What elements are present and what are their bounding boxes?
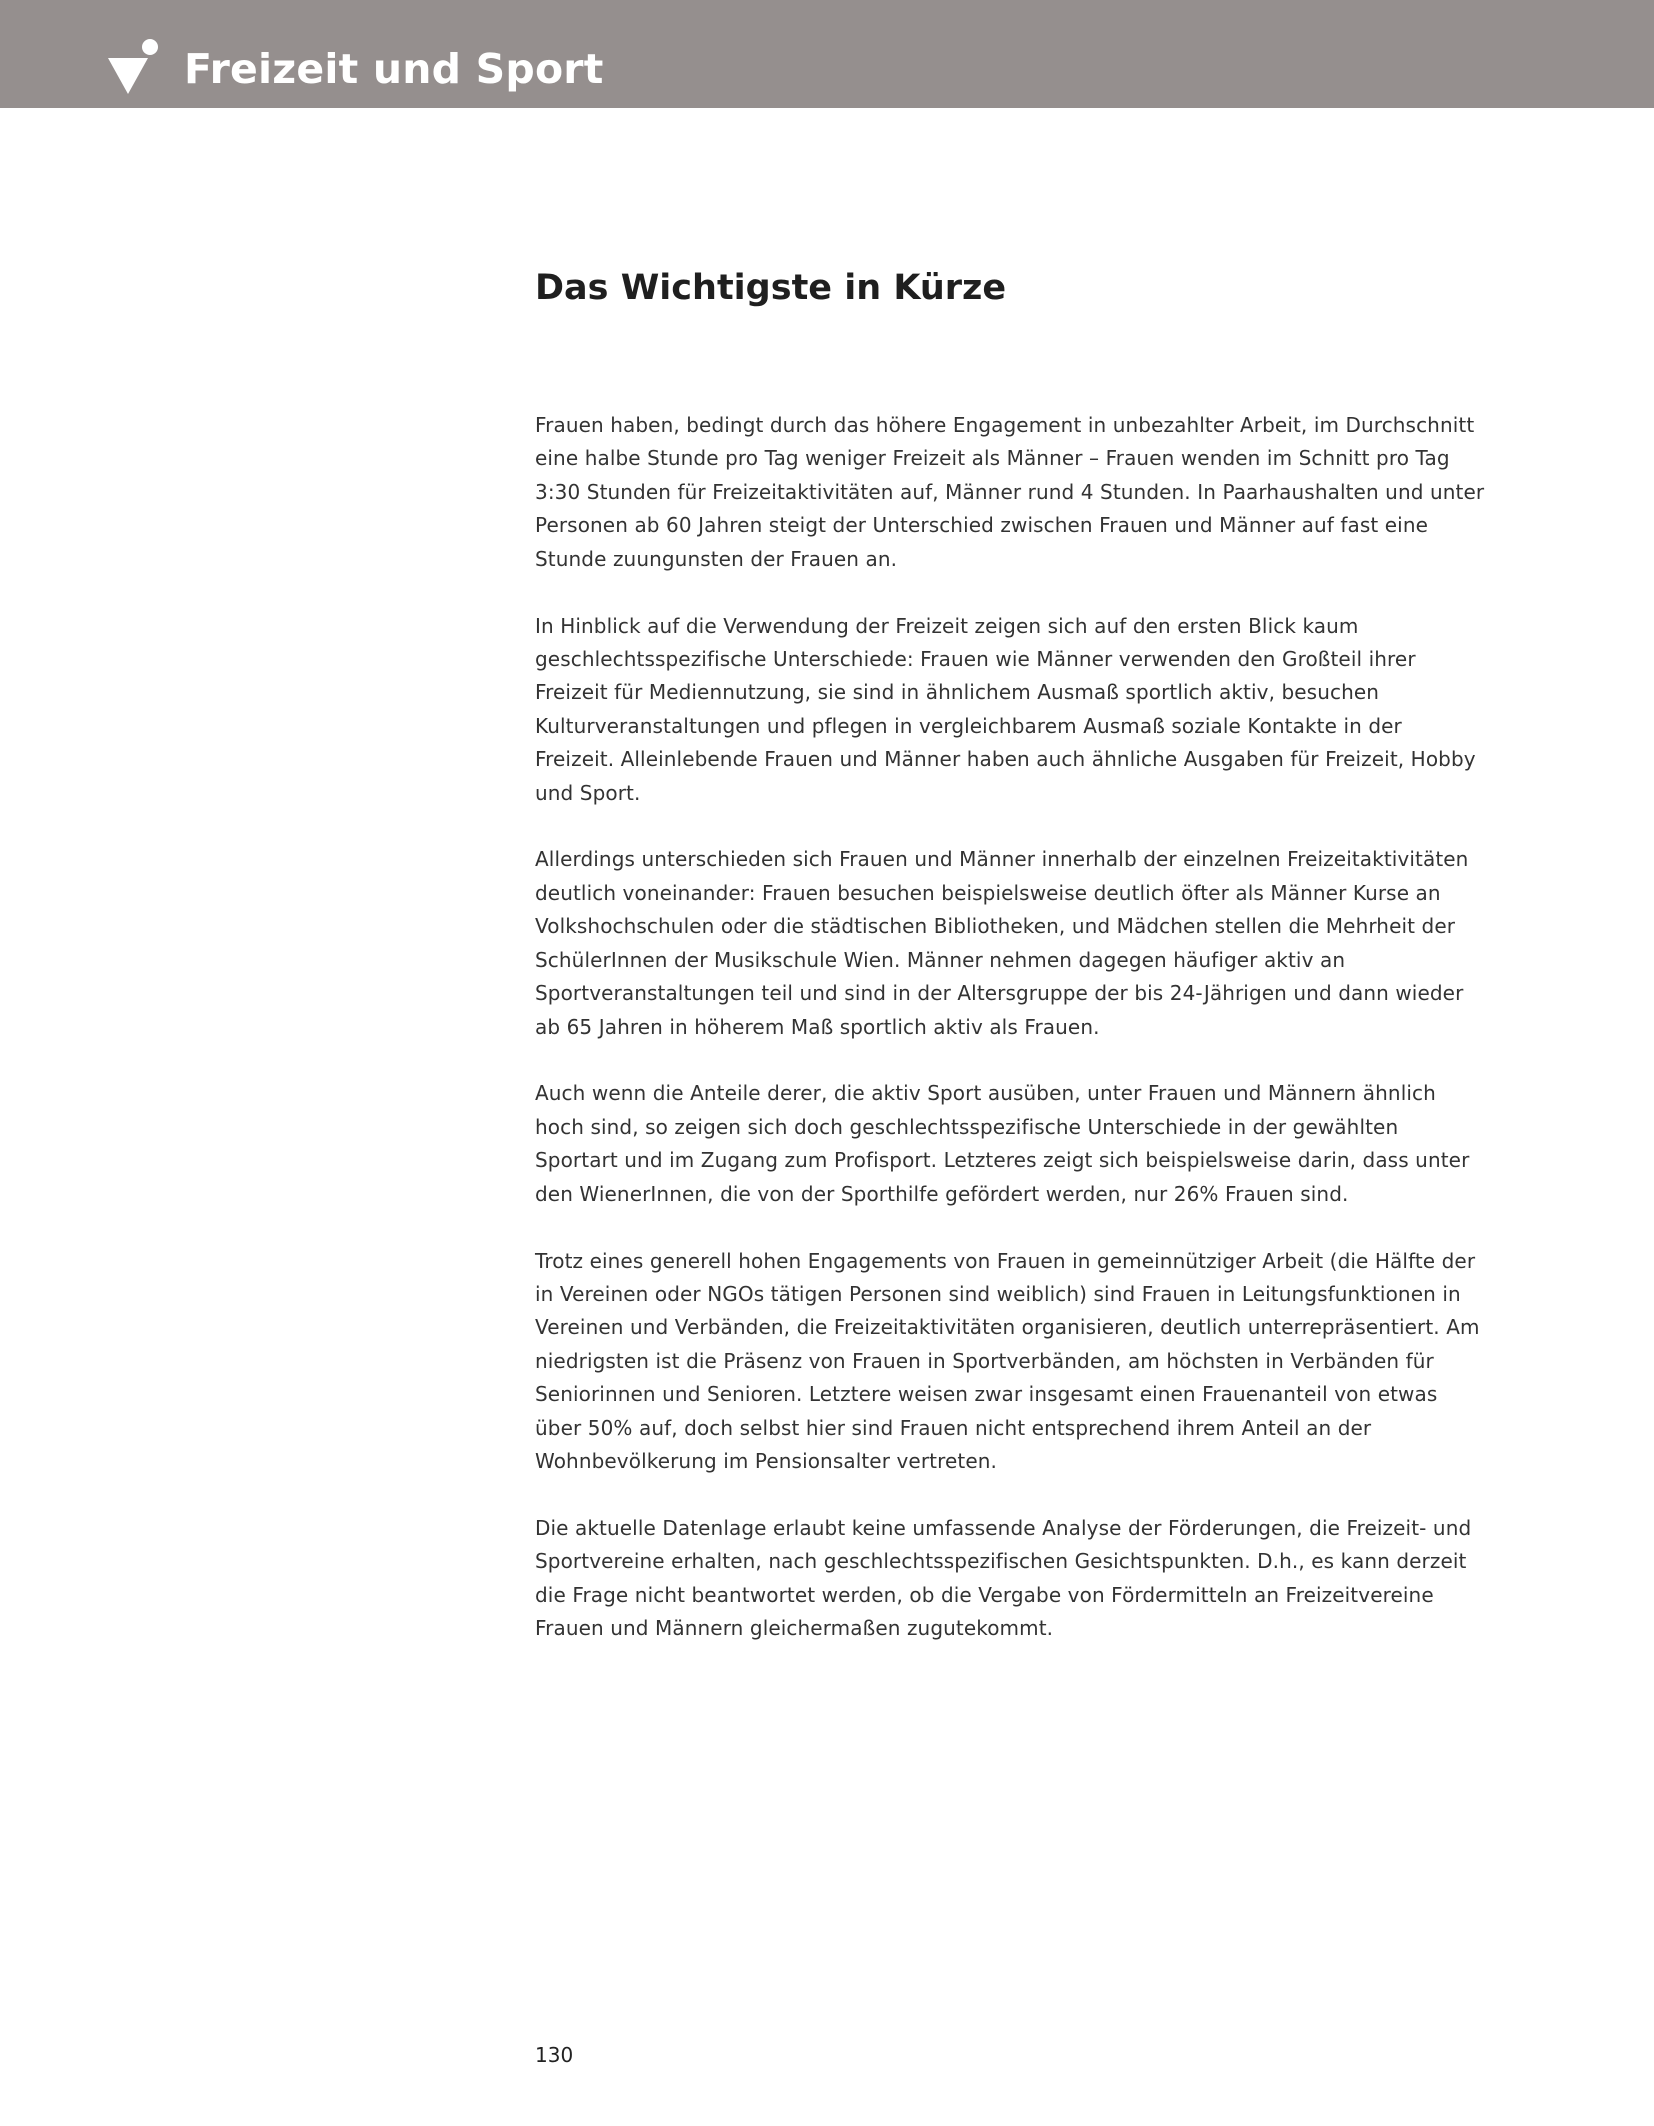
body-text	[535, 409, 1485, 1679]
section-header-bar	[0, 0, 1654, 108]
page-heading: Das Wichtigste in Kürze	[535, 268, 1007, 308]
section-title: Freizeit und Sport	[184, 45, 604, 93]
paragraph: Allerdings unterschieden sich Frauen und Männer innerhalb der einzelnen Freizeitaktivitäten deutlich voneinander: Frauen besuchen beispielsweise deutlich öfter als Männer Kurse an Volkshochschulen oder die städtischen Bibliotheken, und Mädchen stellen die Mehrheit der SchülerInnen der Musikschule Wien. Männer nehmen dagegen häufiger aktiv an Sportveranstaltungen teil und sind in der Altersgruppe der bis 24-Jährigen und dann wieder ab 65 Jahren in höherem Maß sportlich aktiv als Frauen.	[535, 847, 1469, 1039]
paragraph: Trotz eines generell hohen Engagements von Frauen in gemeinnütziger Arbeit (die Hälfte der in Vereinen oder NGOs tätigen Personen sind weiblich) sind Frauen in Leitungsfunktionen in Vereinen und Verbänden, die Freizeitaktivitäten organisieren, deutlich unterrepräsentiert. Am niedrigsten ist die Präsenz von Frauen in Sportverbänden, am höchsten in Verbänden für Seniorinnen und Senioren. Letztere weisen zwar insgesamt einen Frauenanteil von etwas über 50% auf, doch selbst hier sind Frauen nicht entsprechend ihrem Anteil an der Wohnbevölkerung im Pensionsalter vertreten.	[535, 1248, 1480, 1473]
triangle-dot-logo-icon	[108, 38, 164, 96]
paragraph: Frauen haben, bedingt durch das höhere Engagement in unbezahlter Arbeit, im Durchschnitt eine halbe Stunde pro Tag weniger Freizeit als Männer – Frauen wenden im Schnitt pro Tag 3:30 Stunden für Freizeitaktivitäten auf, Männer rund 4 Stunden. In Paarhaushalten und unter Personen ab 60 Jahren steigt der Unterschied zwischen Frauen und Männer auf fast eine Stunde zuungunsten der Frauen an.	[535, 413, 1485, 571]
paragraph: Die aktuelle Datenlage erlaubt keine umfassende Analyse der Förderungen, die Freizeit- und Sportvereine erhalten, nach geschlechtsspezifischen Gesichtspunkten. D.h., es kann derzeit die Frage nicht beantwortet werden, ob die Vergabe von Fördermitteln an Freizeitvereine Frauen und Männern gleichermaßen zugutekommt.	[535, 1515, 1472, 1641]
page-number: 130	[535, 2043, 574, 2067]
paragraph: In Hinblick auf die Verwendung der Freizeit zeigen sich auf den ersten Blick kaum geschlechtsspezifische Unterschiede: Frauen wie Männer verwenden den Großteil ihrer Freizeit für Mediennutzung, sie sind in ähnlichem Ausmaß sportlich aktiv, besuchen Kulturveranstaltungen und pflegen in vergleichbarem Ausmaß soziale Kontakte in der Freizeit. Alleinlebende Frauen und Männer haben auch ähnliche Ausgaben für Freizeit, Hobby und Sport.	[535, 613, 1476, 805]
paragraph: Auch wenn die Anteile derer, die aktiv Sport ausüben, unter Frauen und Männern ähnlich hoch sind, so zeigen sich doch geschlechtsspezifische Unterschiede in der gewählten Sportart und im Zugang zum Profisport. Letzteres zeigt sich beispielsweise darin, dass unter den WienerInnen, die von der Sporthilfe gefördert werden, nur 26% Frauen sind.	[535, 1081, 1470, 1206]
